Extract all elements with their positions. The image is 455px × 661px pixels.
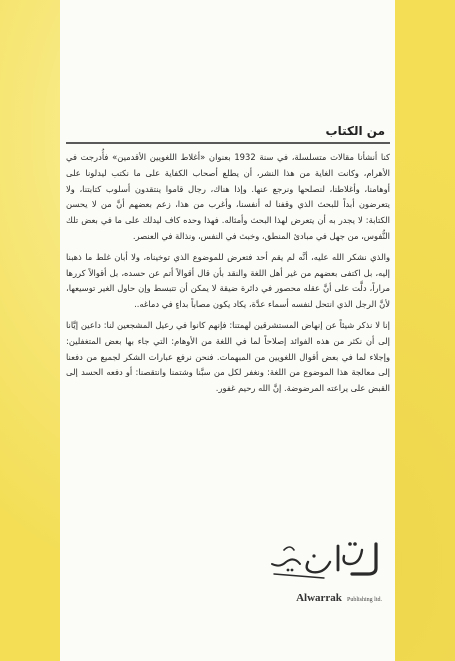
section-heading: من الكتاب [325,124,385,138]
excerpt-paragraph-1: كنا أنشأنا مقالات متسلسلة، في سنة 1932 بعنوان «أغلاط اللغويين الأقدمين» فأُدرجت في الأهرام، وكانت الغاية من هذا النشر، أن يطلع أصحاب الكفاية على ما نكتب ليدلونا على أوهامنا، وأغلاطنا، لنصلحها ونرجع عنها. وإذا هناك، رجال قاموا ينتقدون أسلوب كتابتنا، ولا يتعرضون أبداً للبحث الذي وقفنا له أنفسنا، وأغرب من هذا، زعم بعضهم أنَّ من لا يحسن الكتابة: لا يجدر به أن يتعرض لهذا البحث وأمثاله. فهذا وحده كاف ليدلك على ما في بعض تلك النُّفوس، من جهل في مبادئ المنطق، وخبث في النفس، ونذالة في العنصر. [66,152,390,241]
publisher-logo-icon [264,534,384,582]
excerpt-paragraph-3: إنا لا نذكر شيئاً عن إنهاض المستشرقين لهمتنا: فإنهم كانوا في رعيل المشجعين لنا: داعين إيَّانا إلى أن نكثر من هذه الفوائد إصلاحاً لما في اللغة من الأوهام: التي جاء بها بعض المتغفلين: وإجلاء لما في بعض أقوال اللغويين من المبهمات. فنحن نرفع عبارات الشكر لجميع من دفعنا إلى معالجة هذا الموضوع من اللغة: ونغفر لكل من سبَّنا وشتمنا وانتقصنا: أو دفعه الحسد إلى القبض على يراعته المرضوضة. إنَّ الله رحيم غفور. [66,319,390,394]
publisher-english-name: Alwarrak [296,592,342,604]
heading-divider [66,142,390,144]
publisher-block [66,534,390,619]
excerpt-paragraph-2: والذي نشكر الله عليه، أنَّه لم يقم أحد فتعرض للموضوع الذي توخيناه، ولا أبان غلط ما ذهبنا إليه، بل اكتفى بعضهم من غير أهل اللغة والنقد بأن قال أقوالاً أتم عن حسده، بل أقوالاً كررها مراراً، دلَّت على أنَّ عقله محصور في دائرة ضيقة لا يمكن أن تتبسط وإن حاول الغير توسيعها، لأنَّ الرجل الذي انتحل لنفسه أسماء عدَّة، يكاد يكون مصاباً بداءٍ في دماغه.. [66,251,390,310]
publisher-name [270,586,382,604]
excerpt-body [66,150,390,402]
publisher-english-suffix: Publishing ltd. [346,597,382,603]
